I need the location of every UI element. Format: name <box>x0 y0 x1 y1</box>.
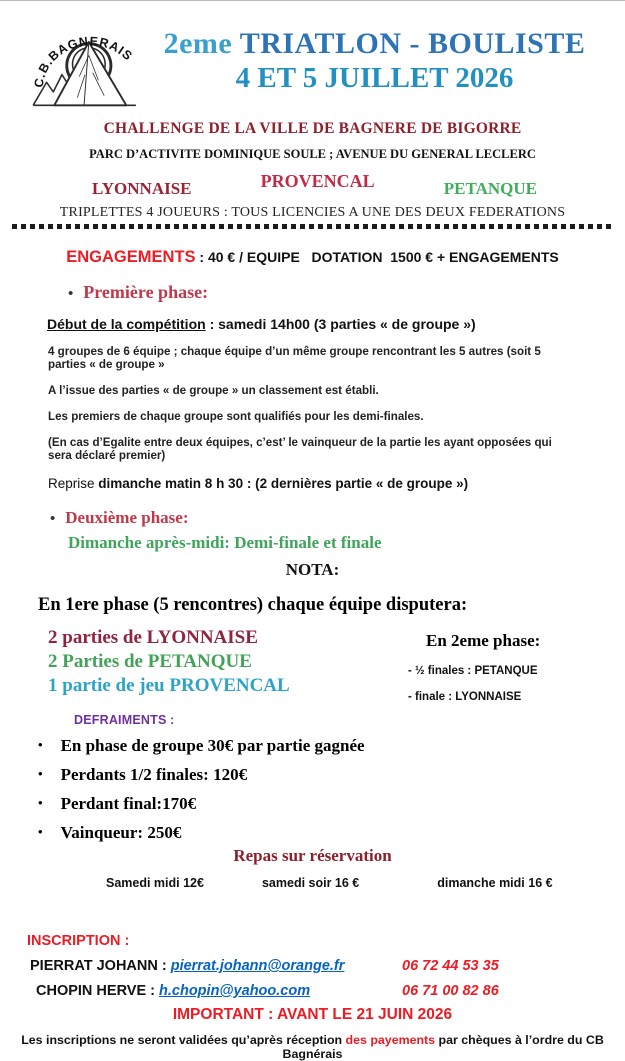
phase2-games-heading: En 2eme phase: <box>426 631 541 650</box>
eligibility-line: TRIPLETTES 4 JOUEURS : TOUS LICENCIES A UNE DES DEUX FEDERATIONS <box>59 205 566 220</box>
phase2-semifinal-item: - ½ finales : PETANQUE <box>408 665 538 677</box>
contact-phone-pierrat: 06 72 44 53 35 <box>402 958 499 974</box>
mountain-logo-icon <box>26 17 144 113</box>
dotted-divider <box>12 224 613 229</box>
competition-start-line <box>47 316 625 332</box>
phase1-rule: (En cas d’Egalite entre deux équipes, c’est’ le vainqueur de la partie les ayant opposées qui sera déclaré premier) <box>48 436 552 462</box>
event-title-main: TRIATLON - BOULISTE <box>239 27 586 60</box>
contact-name-label: PIERRAT JOHANN : <box>30 958 171 974</box>
contact-name-pierrat <box>30 958 402 974</box>
payment-note-part1: Les inscriptions ne seront validées qu’après réception <box>21 1033 346 1047</box>
meal-saturday-dinner: samedi soir 16 € <box>261 876 360 890</box>
event-date: 4 ET 5 JUILLET 2026 <box>235 62 514 94</box>
inscription-heading: INSCRIPTION : <box>27 933 130 949</box>
email-link-chopin[interactable]: h.chopin@yahoo.com <box>159 983 311 999</box>
discipline-lyonnaise: LYONNAISE <box>92 179 192 198</box>
engagements-line <box>0 248 625 267</box>
competition-start-detail: : samedi 14h00 (3 parties « de groupe ») <box>205 316 476 332</box>
phase2-heading: • Deuxième phase: <box>50 508 625 528</box>
meal-sunday-lunch: dimanche midi 16 € <box>437 876 553 890</box>
competition-start-label: Début de la compétition <box>47 316 206 332</box>
game-petanque: 2 Parties de PETANQUE <box>48 651 252 672</box>
game-lyonnaise: 2 parties de LYONNAISE <box>48 627 258 648</box>
phase1-heading: • Première phase: <box>68 282 625 303</box>
logo-arc-text: C.B.BAGNERAIS <box>31 34 136 89</box>
event-title <box>144 27 605 61</box>
payment-note-highlight: des payements <box>345 1033 436 1047</box>
disciplines-row <box>0 171 625 199</box>
payment-note <box>0 1033 625 1061</box>
payment-note-part2: par chèques à l’ordre du CB Bagnérais <box>282 1033 608 1061</box>
header <box>0 1 625 113</box>
meals-row <box>106 876 625 890</box>
resume-detail: : (2 dernières partie « de groupe ») <box>243 476 469 491</box>
club-logo <box>26 17 144 113</box>
meal-saturday-lunch: Samedi midi 12€ <box>106 876 204 890</box>
email-link-pierrat[interactable]: pierrat.johann@orange.fr <box>170 958 345 974</box>
discipline-petanque: PETANQUE <box>443 179 537 198</box>
venue-line: PARC D’ACTIVITE DOMINIQUE SOULE ; AVENUE DU GENERAL LECLERC <box>89 147 536 161</box>
games-section <box>0 626 625 703</box>
phase2-final-item: - finale : LYONNAISE <box>408 691 522 703</box>
challenge-line: CHALLENGE DE LA VILLE DE BAGNERE DE BIGORRE <box>103 120 522 137</box>
resume-time: dimanche matin 8 h 30 <box>98 476 244 491</box>
defraiment-item: • Perdant final:170€ <box>38 794 625 814</box>
deadline-line: IMPORTANT : AVANT LE 21 JUIN 2026 <box>172 1006 453 1023</box>
phase2-games-panel <box>408 626 598 703</box>
resume-prefix: Reprise <box>48 476 99 491</box>
discipline-provencal: PROVENCAL <box>260 171 375 191</box>
phase1-games-list <box>48 626 408 703</box>
defraiments-list <box>38 736 625 843</box>
defraiment-item: • Perdants 1/2 finales: 120€ <box>38 765 625 785</box>
phase1-summary: En 1ere phase (5 rencontres) chaque équipe disputera: <box>38 595 468 615</box>
game-provencal: 1 partie de jeu PROVENCAL <box>48 675 290 696</box>
phase1-rule: 4 groupes de 6 équipe ; chaque équipe d’un même groupe rencontrant les 5 autres (soit 5 parties « de groupe » <box>48 345 541 371</box>
engagements-label: ENGAGEMENTS <box>66 248 196 266</box>
contact-row-chopin <box>36 983 625 999</box>
resume-line <box>48 476 625 491</box>
phase2-schedule: Dimanche après-midi: Demi-finale et finale <box>68 533 382 552</box>
title-block <box>144 17 605 113</box>
contact-name-chopin <box>36 983 402 999</box>
defraiment-item: • Vainqueur: 250€ <box>38 823 625 843</box>
phase1-rule: A l’issue des parties « de groupe » un classement est établi. <box>48 384 379 397</box>
contact-name-label: CHOPIN HERVE : <box>36 983 160 999</box>
nota-title: NOTA: <box>285 560 340 579</box>
event-title-number: 2eme <box>163 27 240 60</box>
defraiments-heading: DEFRAIMENTS : <box>74 713 175 727</box>
engagements-details: : 40 € / EQUIPE DOTATION 1500 € + ENGAGEMENTS <box>195 249 559 265</box>
contact-phone-chopin: 06 71 00 82 86 <box>402 983 499 999</box>
meals-heading: Repas sur réservation <box>233 846 392 865</box>
contact-row-pierrat <box>30 958 625 974</box>
defraiment-item: • En phase de groupe 30€ par partie gagnée <box>38 736 625 756</box>
phase1-rule: Les premiers de chaque groupe sont qualifiés pour les demi-finales. <box>48 410 424 423</box>
